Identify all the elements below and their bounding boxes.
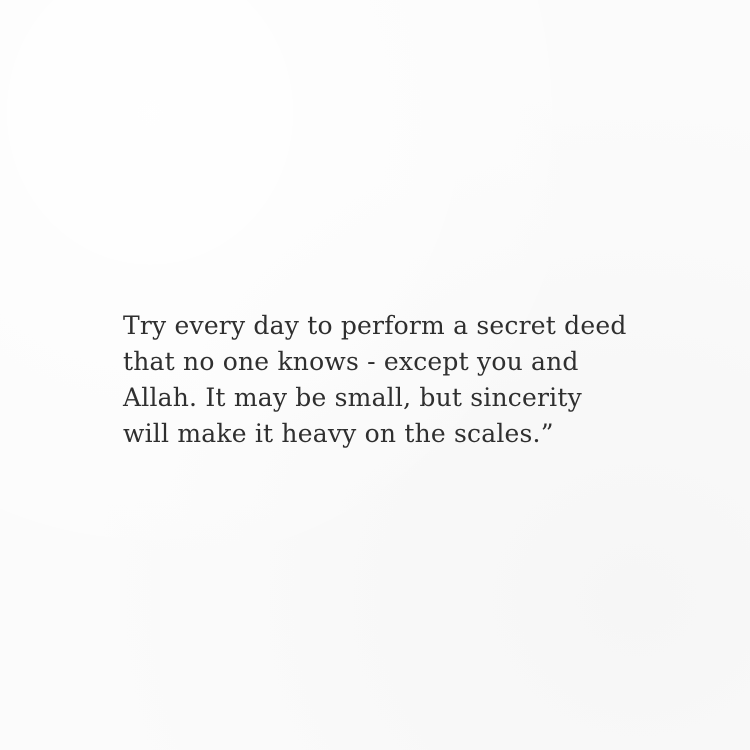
quote-line-4: will make it heavy on the scales.” <box>123 419 554 448</box>
quote-line-3: Allah. It may be small, but sincerity <box>123 383 582 412</box>
quote-line-2: that no one knows - except you and <box>123 347 579 376</box>
quote-text <box>123 308 643 452</box>
quote-line-1: Try every day to perform a secret deed <box>123 311 627 340</box>
